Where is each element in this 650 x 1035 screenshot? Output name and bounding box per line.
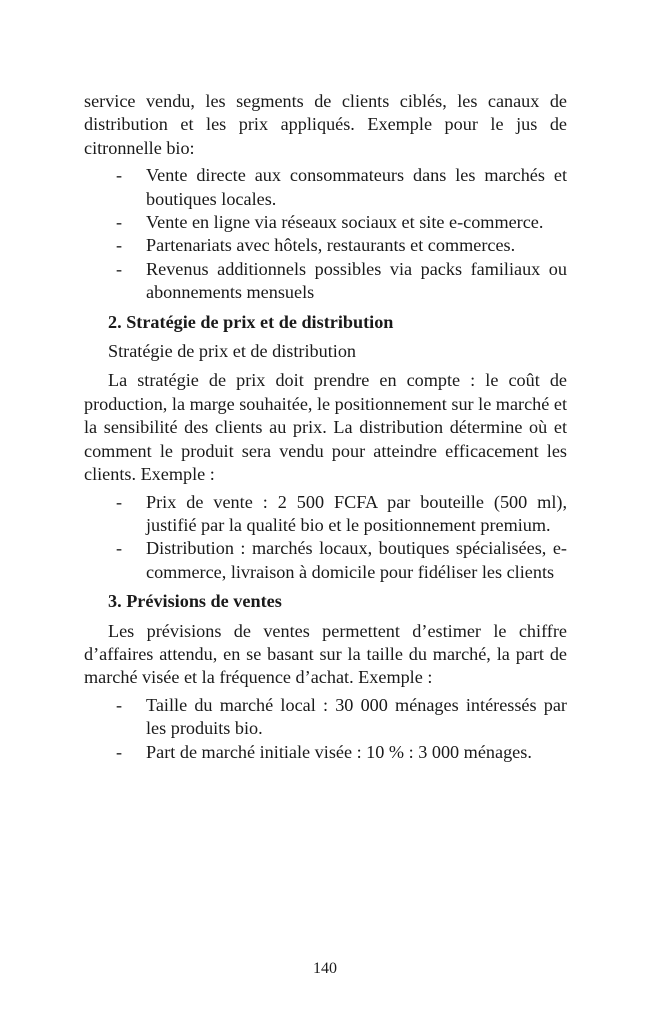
pricing-paragraph: La stratégie de prix doit prendre en compte : le coût de production, la marge souhaitée, le positionnement sur le marché et la sensibilité des clients au prix. La distribution détermine où et comment le produit sera vendu pour atteindre efficacement les clients. Exemple : xyxy=(84,370,567,485)
channels-list xyxy=(84,164,567,304)
list-item xyxy=(84,211,567,234)
list-bullet: - xyxy=(116,694,123,715)
list-item-text: Vente directe aux consommateurs dans les marchés et boutiques locales. xyxy=(146,165,567,209)
section-heading-pricing: 2. Stratégie de prix et de distribution xyxy=(108,311,394,332)
list-bullet: - xyxy=(116,538,123,559)
list-item xyxy=(84,741,567,764)
page-number: 140 xyxy=(313,960,337,977)
list-bullet: - xyxy=(116,212,123,233)
list-item xyxy=(84,164,567,211)
list-bullet: - xyxy=(116,235,123,256)
forecast-list xyxy=(84,694,567,764)
list-bullet: - xyxy=(116,165,123,186)
list-item xyxy=(84,537,567,584)
section-heading-forecast: 3. Prévisions de ventes xyxy=(108,591,282,612)
list-item-text: Revenus additionnels possibles via packs familiaux ou abonnements mensuels xyxy=(146,258,567,303)
list-bullet: - xyxy=(116,491,123,512)
intro-paragraph: service vendu, les segments de clients ciblés, les canaux de distribution et les prix appliqués. Exemple pour le jus de citronnelle bio: xyxy=(84,91,567,158)
list-bullet: - xyxy=(116,741,123,762)
list-item-text: Partenariats avec hôtels, restaurants et commerces. xyxy=(146,235,516,256)
section-subtitle: Stratégie de prix et de distribution xyxy=(108,341,357,362)
list-item xyxy=(84,694,567,741)
list-bullet: - xyxy=(116,258,123,279)
page-body xyxy=(84,90,567,770)
pricing-list xyxy=(84,491,567,585)
list-item-text: Vente en ligne via réseaux sociaux et site e-commerce. xyxy=(146,212,544,233)
list-item-text: Part de marché initiale visée : 10 % : 3 000 ménages. xyxy=(146,741,532,762)
list-item-text: Distribution : marchés locaux, boutiques spécialisées, e-commerce, livraison à domicile pour fidéliser les clients xyxy=(146,538,567,582)
list-item-text: Taille du marché local : 30 000 ménages intéressés par les produits bio. xyxy=(146,694,567,739)
list-item xyxy=(84,234,567,257)
forecast-paragraph: Les prévisions de ventes permettent d’estimer le chiffre d’affaires attendu, en se basant sur la taille du marché, la part de marché visée et la fréquence d’achat. Exemple : xyxy=(84,620,567,688)
list-item xyxy=(84,258,567,305)
list-item-text: Prix de vente : 2 500 FCFA par bouteille (500 ml), justifié par la qualité bio et le positionnement premium. xyxy=(146,491,567,535)
list-item xyxy=(84,491,567,538)
